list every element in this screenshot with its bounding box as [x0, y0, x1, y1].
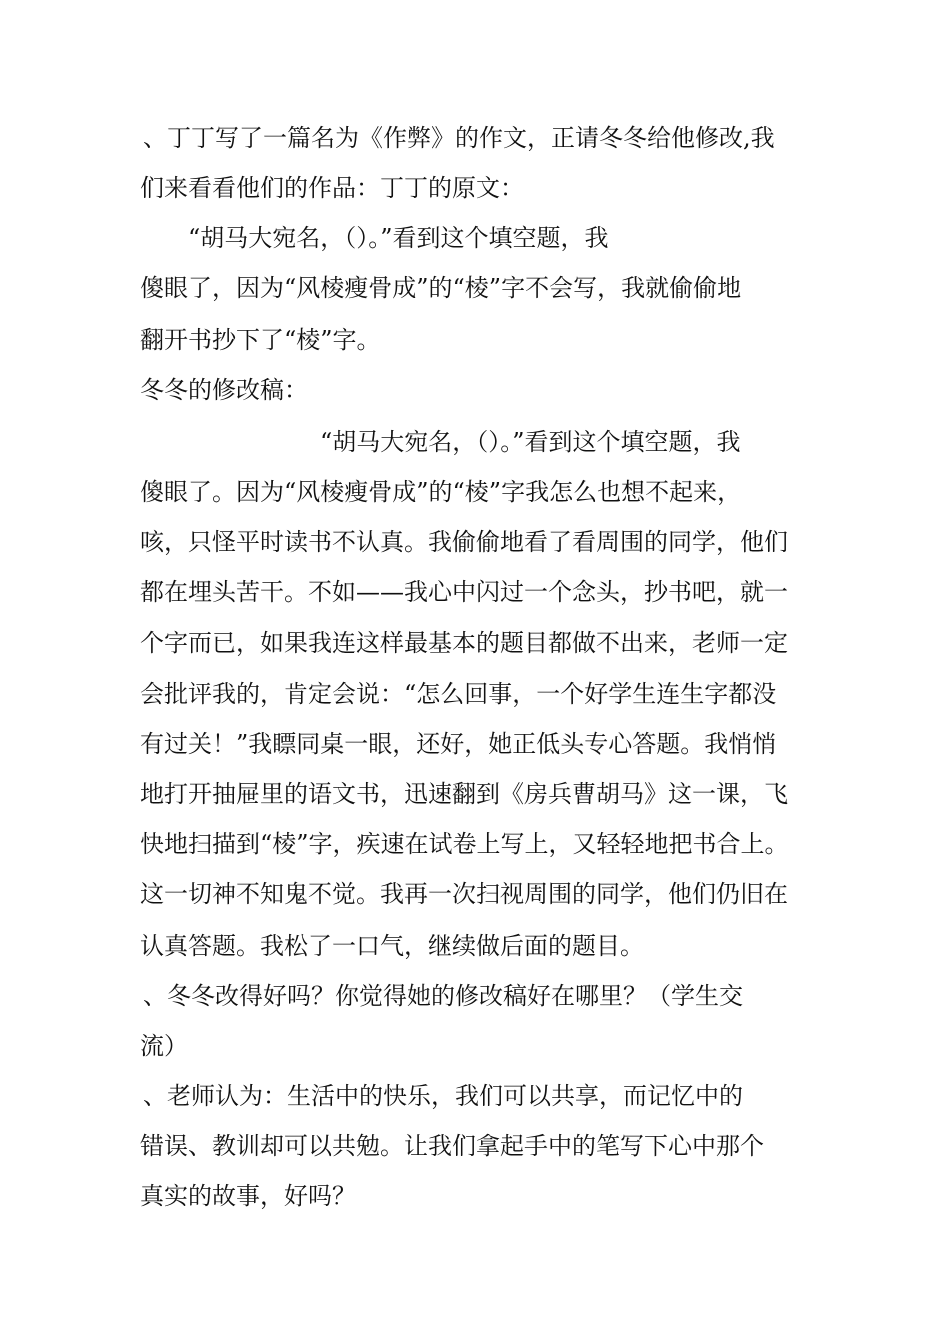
text-line: 傻眼了，因为“风棱瘦骨成”的“棱”字不会写，我就偷偷地: [140, 274, 742, 302]
text-line: 冬冬的修改稿：: [140, 376, 308, 404]
text-line: 地打开抽屉里的语文书，迅速翻到《房兵曹胡马》这一课，飞: [140, 780, 788, 808]
text-line: 会批评我的，肯定会说：“怎么回事，一个好学生连生字都没: [140, 680, 777, 708]
text-line: 快地扫描到“棱”字，疾速在试卷上写上，又轻轻地把书合上。: [140, 830, 789, 858]
text-line: 这一切神不知鬼不觉。我再一次扫视周围的同学，他们仍旧在: [140, 880, 788, 908]
text-line: 真实的故事，好吗？: [140, 1182, 356, 1210]
text-line: 、冬冬改得好吗？你觉得她的修改稿好在哪里？（学生交: [143, 982, 743, 1010]
text-line: “胡马大宛名，（）。”看到这个填空题，我: [320, 428, 741, 456]
text-line: 们来看看他们的作品：丁丁的原文：: [140, 174, 524, 202]
text-line: 都在埋头苦干。不如——我心中闪过一个念头，抄书吧，就一: [140, 578, 788, 606]
text-line: 、老师认为：生活中的快乐，我们可以共享，而记忆中的: [143, 1082, 743, 1110]
text-line: 有过关！”我瞟同桌一眼，还好，她正低头专心答题。我悄悄: [140, 730, 777, 758]
text-line: 翻开书抄下了“棱”字。: [140, 326, 381, 354]
text-line: 流）: [140, 1032, 188, 1060]
text-line: 个字而已，如果我连这样最基本的题目都做不出来，老师一定: [140, 629, 788, 657]
text-line: 错误、教训却可以共勉。让我们拿起手中的笔写下心中那个: [140, 1132, 764, 1160]
text-line: 、丁丁写了一篇名为《作弊》的作文，正请冬冬给他修改,我: [143, 124, 775, 152]
text-line: 咳，只怪平时读书不认真。我偷偷地看了看周围的同学，他们: [140, 528, 788, 556]
text-line: 认真答题。我松了一口气，继续做后面的题目。: [140, 932, 644, 960]
text-line: “胡马大宛名，（）。”看到这个填空题，我: [188, 224, 609, 252]
text-line: 傻眼了。因为“风棱瘦骨成”的“棱”字我怎么也想不起来，: [140, 478, 742, 506]
